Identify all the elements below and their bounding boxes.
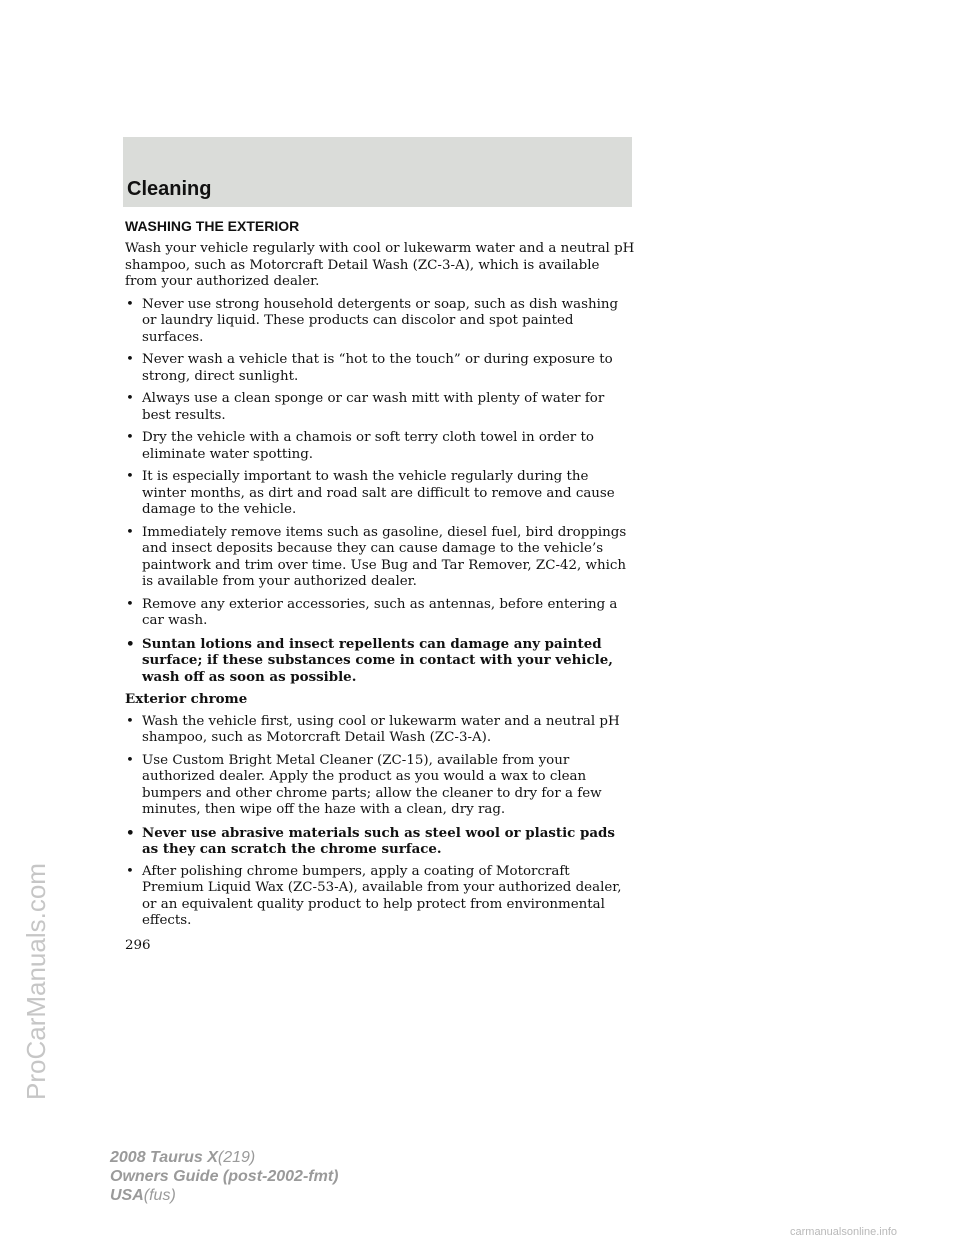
warning-list-item bbox=[125, 825, 635, 858]
footer-guide: Owners Guide (post-2002-fmt) bbox=[110, 1168, 339, 1185]
list-item bbox=[125, 714, 635, 747]
section-header-bar bbox=[123, 137, 632, 207]
section-heading: WASHING THE EXTERIOR bbox=[125, 218, 300, 234]
warning-list-item bbox=[125, 636, 635, 686]
site-link[interactable]: carmanualsonline.info bbox=[790, 1226, 898, 1238]
list-item-text: Use Custom Bright Metal Cleaner (ZC-15), available from your authorized dealer. Apply the product as you would a wax to clean bumpers and other chrome parts; allow the cleaner to dry for a few minutes, then wipe off the haze with a clean, dry rag. bbox=[142, 752, 602, 817]
bullet-icon: • bbox=[126, 430, 134, 445]
footer-market-code: (fus) bbox=[143, 1187, 176, 1204]
list-item-text: Never use strong household detergents or soap, such as dish washing or laundry liquid. These products can discolor and spot painted surfaces. bbox=[142, 296, 619, 345]
washing-tips-list bbox=[125, 297, 635, 686]
list-item bbox=[125, 864, 635, 930]
list-item-text: It is especially important to wash the vehicle regularly during the winter months, as dirt and road salt are difficult to remove and cause damage to the vehicle. bbox=[142, 469, 615, 517]
list-item-text: Never use abrasive materials such as steel wool or plastic pads as they can scratch the chrome surface. bbox=[142, 824, 615, 857]
list-item-text: Immediately remove items such as gasoline, diesel fuel, bird droppings and insect deposits because they can cause damage to the vehicle’s paintwork and trim over time. Use Bug and Tar Remover, ZC-42, which is available from your authorized dealer. bbox=[142, 524, 627, 589]
footer-model-code: (219) bbox=[217, 1149, 256, 1166]
list-item-text: Dry the vehicle with a chamois or soft terry cloth towel in order to eliminate water spotting. bbox=[142, 430, 594, 462]
footer-line-market bbox=[110, 1186, 338, 1205]
footer-market: USA bbox=[110, 1187, 144, 1204]
bullet-icon: • bbox=[126, 524, 134, 540]
list-item-text: Wash the vehicle first, using cool or lukewarm water and a neutral pH shampoo, such as Motorcraft Detail Wash (ZC-3-A). bbox=[142, 713, 620, 745]
page-number: 296 bbox=[125, 937, 151, 953]
list-item bbox=[125, 430, 635, 463]
document-footer bbox=[110, 1148, 338, 1205]
list-item bbox=[125, 391, 635, 424]
bullet-icon: • bbox=[126, 469, 134, 484]
list-item-text: Never wash a vehicle that is “hot to the touch” or during exposure to strong, direct sunlight. bbox=[142, 352, 613, 384]
intro-paragraph: Wash your vehicle regularly with cool or lukewarm water and a neutral pH shampoo, such as Motorcraft Detail Wash (ZC-3-A), which is available from your authorized dealer. bbox=[125, 241, 635, 289]
bullet-icon: • bbox=[126, 391, 134, 406]
subheading-exterior-chrome: Exterior chrome bbox=[125, 691, 248, 707]
list-item bbox=[125, 469, 635, 519]
list-item bbox=[125, 352, 635, 385]
bullet-icon: • bbox=[126, 713, 134, 729]
footer-line-model bbox=[110, 1148, 338, 1167]
bullet-icon: • bbox=[126, 596, 134, 612]
footer-line-guide bbox=[110, 1167, 338, 1186]
list-item bbox=[125, 297, 635, 347]
footer-model: 2008 Taurus X bbox=[110, 1149, 218, 1166]
bullet-icon: • bbox=[126, 296, 134, 312]
section-title: Cleaning bbox=[127, 178, 212, 200]
chrome-tips-list bbox=[125, 714, 635, 930]
list-item bbox=[125, 753, 635, 819]
bullet-icon: • bbox=[126, 863, 134, 879]
list-item bbox=[125, 597, 635, 630]
list-item-text: Suntan lotions and insect repellents can damage any painted surface; if these substances come in contact with your vehicle, wash off as soon as possible. bbox=[142, 635, 613, 685]
bullet-icon: • bbox=[126, 635, 135, 652]
bullet-icon: • bbox=[126, 824, 135, 841]
bullet-icon: • bbox=[126, 752, 134, 768]
watermark-procarmanuals: ProCarManuals.com bbox=[21, 863, 51, 1100]
list-item-text: Always use a clean sponge or car wash mitt with plenty of water for best results. bbox=[142, 391, 605, 423]
page-content bbox=[125, 217, 635, 954]
bullet-icon: • bbox=[126, 352, 134, 367]
list-item-text: Remove any exterior accessories, such as antennas, before entering a car wash. bbox=[142, 596, 618, 628]
list-item-text: After polishing chrome bumpers, apply a coating of Motorcraft Premium Liquid Wax (ZC-53-A), available from your authorized dealer, or an equivalent quality product to help protect from environmental effects. bbox=[142, 863, 622, 928]
list-item bbox=[125, 525, 635, 591]
